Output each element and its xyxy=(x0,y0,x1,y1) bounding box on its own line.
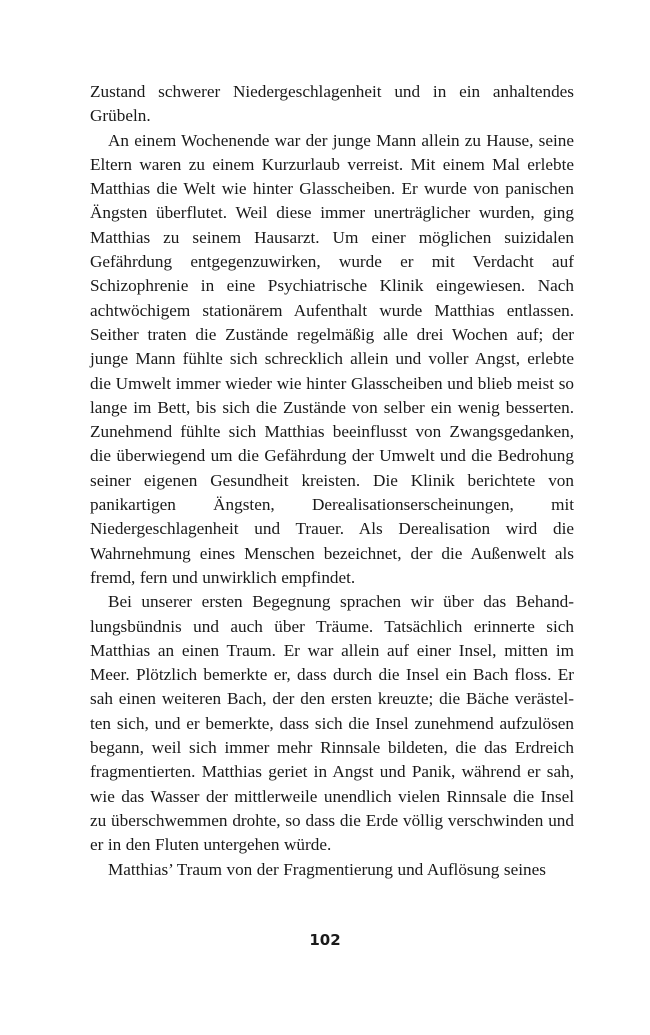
page-number: 102 xyxy=(309,931,341,949)
paragraph-3: Bei unserer ersten Begegnung sprachen wir über das Behandlungsbündnis und auch über Träume. Tatsächlich erinnerte sich Matthias an einen Traum. Er war allein auf einer Insel, mitten im Meer. Plötzlich bemerkte er, dass durch die Insel ein Bach floss. Er sah einen weiteren Bach, der den ersten kreuzte; die Bäche verästelten sich, und er bemerkte, dass sich die Insel zunehmend aufzulösen begann, weil sich immer mehr Rinnsale bildeten, die das Erdreich fragmentierten. Matthias geriet in Angst und Panik, während er sah, wie das Wasser der mittlerweile unendlich vielen Rinnsale die Insel zu überschwemmen drohte, so dass die Erde völlig verschwinden und er in den Fluten untergehen würde. xyxy=(90,592,574,855)
page-body xyxy=(90,80,574,940)
paragraph-4: Matthias’ Traum von der Fragmentierung und Auflösung seines xyxy=(108,859,546,879)
paragraph-1: Zustand schwerer Niedergeschlagenheit und in ein anhaltendes Grübeln. xyxy=(90,82,574,126)
paragraph-2: An einem Wochenende war der junge Mann allein zu Hause, seine Eltern waren zu einem Kurzurlaub verreist. Mit einem Mal erlebte Matthias die Welt wie hinter Glasscheiben. Er wurde von panischen Ängsten überflutet. Weil diese immer unerträglicher wurden, ging Matthias zu seinem Hausarzt. Um einer möglichen suizidalen Gefährdung entgegenzuwirken, wurde er mit Verdacht auf Schizophrenie in eine Psychiatrische Klinik eingewiesen. Nach achtwöchigem stationärem Aufenthalt wurde Matthias entlassen. Seither traten die Zustände regelmäßig alle drei Wochen auf; der junge Mann fühlte sich schrecklich allein und voller Angst, erlebte die Umwelt immer wieder wie hinter Glasscheiben und blieb meist so lange im Bett, bis sich die Zustände von selber ein wenig besserten. Zunehmend fühlte sich Matthias beeinflusst von Zwangsgedanken, die überwiegend um die Gefährdung der Umwelt und die Bedrohung seiner eigenen Gesundheit kreisten. Die Klinik berichtete von panikartigen Ängsten, Derealisationserscheinungen, mit Niedergeschlagenheit und Trauer. Als Derealisation wird die Wahrnehmung eines Menschen bezeichnet, der die Außenwelt als fremd, fern und unwirklich empfindet. xyxy=(90,130,574,587)
